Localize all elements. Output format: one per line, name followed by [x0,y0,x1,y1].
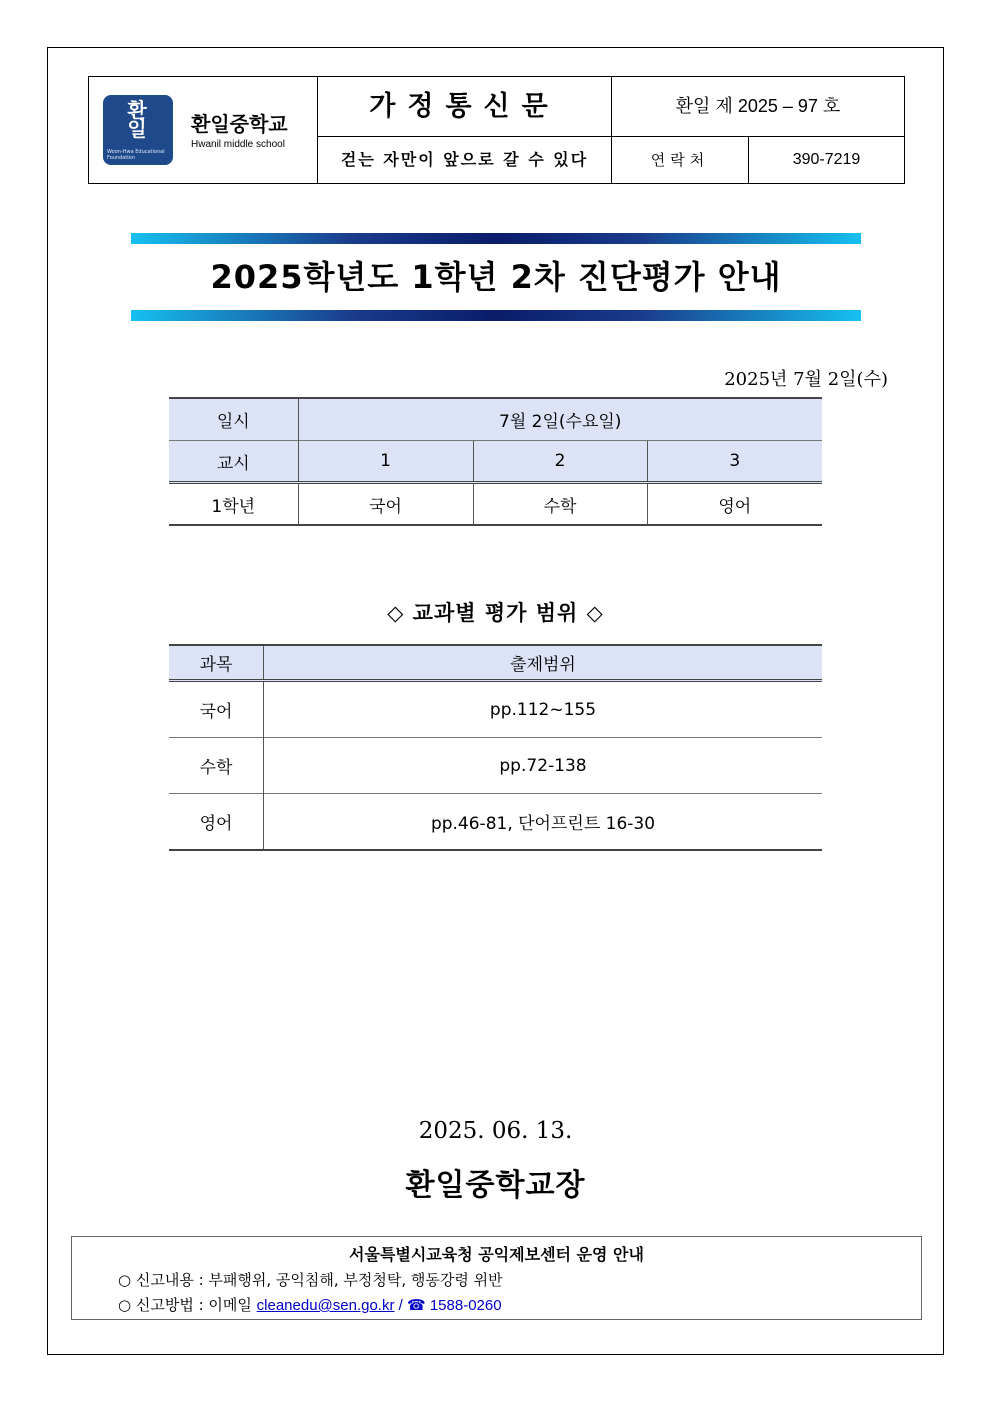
title-band-top [131,233,861,244]
table-row [169,441,822,483]
phone-number: ☎ 1588-0260 [406,1297,502,1314]
contact-label: 연락처 [612,137,749,183]
notice-title: 서울특별시교육청 공익제보센터 운영 안내 [349,1245,644,1264]
date-value: 7월 2일(수요일) [298,398,822,441]
title-band-bottom [131,310,861,321]
period-1: 1 [298,441,473,483]
header-range: 출제범위 [264,645,823,681]
school-name-english: Hwanil middle school [191,139,285,150]
scope-subject: 영어 [169,794,264,851]
document-date: 2025년 7월 2일(수) [724,369,888,390]
table-row [169,483,822,526]
logo-glyph: 환 일 [127,98,149,141]
date-label: 일시 [169,398,298,441]
period-label: 교시 [169,441,298,483]
email-link[interactable]: cleanedu@sen.go.kr [256,1297,395,1314]
subject-period-1: 국어 [298,483,473,526]
newsletter-title: 가정통신문 [318,77,612,137]
notice-method-prefix: ○ 신고방법 : 이메일 [118,1296,257,1314]
subject-period-2: 수학 [473,483,647,526]
period-3: 3 [647,441,822,483]
issue-number: 환일 제 2025 – 97 호 [612,77,904,137]
scope-section-title: ◇ 교과별 평가 범위 ◇ [387,601,604,625]
table-row [169,738,822,794]
newsletter-header [88,76,905,184]
notice-separator: / [394,1297,407,1314]
scope-subject: 수학 [169,738,264,794]
notice-report-content: ○ 신고내용 : 부패행위, 공익침해, 부정청탁, 행동강령 위반 [118,1271,503,1289]
school-motto: 걷는 자만이 앞으로 갈 수 있다 [318,137,612,183]
header-subject: 과목 [169,645,264,681]
school-logo [103,95,173,165]
grade-label: 1학년 [169,483,298,526]
schedule-table [169,397,822,526]
school-logo-cell [89,77,318,183]
table-row [169,794,822,851]
subject-period-3: 영어 [647,483,822,526]
table-row [169,681,822,738]
issue-date: 2025. 06. 13. [418,1118,573,1144]
school-name: 환일중학교 [191,112,288,136]
scope-range: pp.112~155 [264,681,823,738]
logo-foundation-text: Woon-Hwa Educational Foundation [107,149,165,161]
table-header-row [169,645,822,681]
scope-range: pp.46-81, 단어프린트 16-30 [264,794,823,851]
table-row [169,398,822,441]
scope-table [169,644,822,851]
principal-signature: 환일중학교장 [405,1168,586,1203]
scope-subject: 국어 [169,681,264,738]
scope-range: pp.72-138 [264,738,823,794]
whistleblower-notice [71,1236,922,1320]
document-title: 2025학년도 1학년 2차 진단평가 안내 [210,258,782,296]
period-2: 2 [473,441,647,483]
contact-value: 390-7219 [792,151,861,168]
notice-report-method [118,1294,502,1315]
